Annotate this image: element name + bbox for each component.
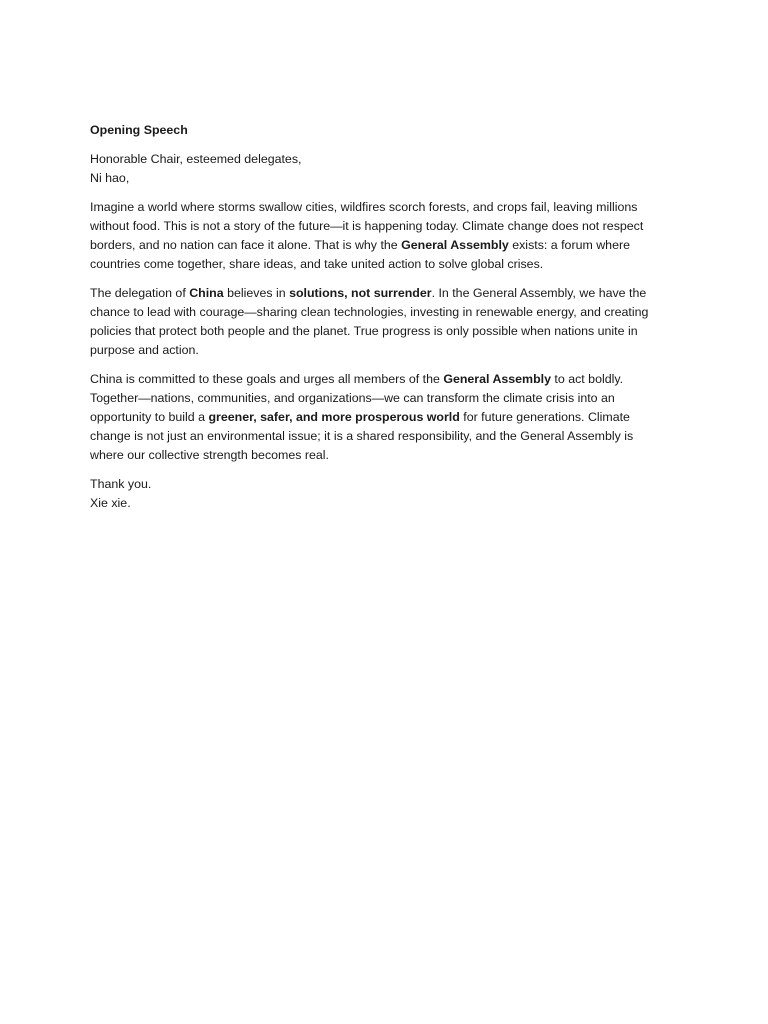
paragraph-2-bold-1: China xyxy=(189,286,224,300)
salutation xyxy=(90,150,670,188)
paragraph-3-bold-2: greener, safer, and more prosperous world xyxy=(208,410,460,424)
paragraph-1-text-1: Imagine a world where storms swallow cities, wildfires scorch forests, and crops fail, leaving millions without food. This is not a story of the future—it is happening today. Climate change does not respect borders, and no nation can face it alone. That is why the xyxy=(90,200,644,252)
document-page xyxy=(90,121,670,523)
paragraph-1 xyxy=(90,198,670,274)
paragraph-3-text-1: China is committed to these goals and urges all members of the xyxy=(90,372,444,386)
salutation-line-2: Ni hao, xyxy=(90,171,130,185)
salutation-line-1: Honorable Chair, esteemed delegates, xyxy=(90,152,302,166)
paragraph-2-bold-2: solutions, not surrender xyxy=(289,286,432,300)
closing-line-2: Xie xie. xyxy=(90,496,131,510)
paragraph-1-bold-1: General Assembly xyxy=(401,238,509,252)
paragraph-2-text-2: believes in xyxy=(223,286,290,300)
paragraph-3-bold-1: General Assembly xyxy=(443,372,551,386)
paragraph-2-text-3: . In the General Assembly, we have the chance to lead with courage—sharing clean technologies, investing in renewable energy, and creating policies that protect both people and the planet. True progress is only possible when nations unite in purpose and action. xyxy=(90,286,649,357)
paragraph-2 xyxy=(90,284,670,360)
document-title: Opening Speech xyxy=(90,123,188,137)
closing xyxy=(90,475,670,513)
paragraph-3-text-2: to act boldly. Together—nations, communities, and organizations—we can transform the climate crisis into an opportunity to build a xyxy=(90,372,624,424)
paragraph-1-text-2: exists: a forum where countries come together, share ideas, and take united action to solve global crises. xyxy=(90,238,630,271)
paragraph-2-text-1: The delegation of xyxy=(90,286,190,300)
paragraph-3-text-3: for future generations. Climate change is not just an environmental issue; it is a shared responsibility, and the General Assembly is where our collective strength becomes real. xyxy=(90,410,634,462)
paragraph-3 xyxy=(90,370,670,465)
closing-line-1: Thank you. xyxy=(90,477,152,491)
